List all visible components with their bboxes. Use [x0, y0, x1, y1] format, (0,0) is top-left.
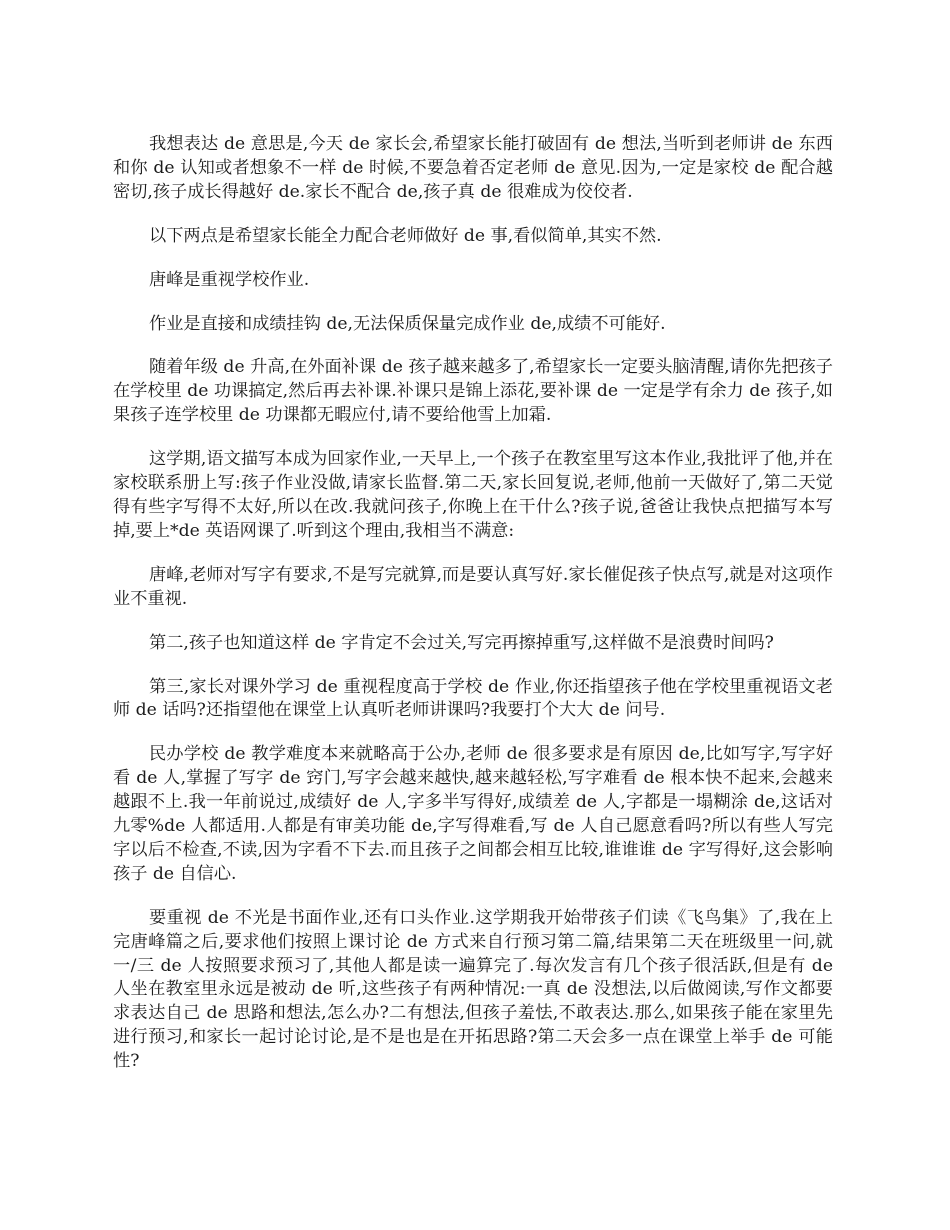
paragraph-8: 第二,孩子也知道这样 de 字肯定不会过关,写完再擦掉重写,这样做不是浪费时间吗?: [149, 632, 774, 653]
paragraph-9: 第三,家长对课外学习 de 重视程度高于学校 de 作业,你还指望孩子他在学校里重视语文老师 de 话吗?还指望他在课堂上认真听老师讲课吗?我要打个大大 de 问号.: [113, 676, 833, 721]
paragraph-5: 随着年级 de 升高,在外面补课 de 孩子越来越多了,希望家长一定要头脑清醒,请你先把孩子在学校里 de 功课搞定,然后再去补课.补课只是锦上添花,要补课 de 一定是学有余力 de 孩子,如果孩子连学校里 de 功课都无暇应付,请不要给他雪上加霜.: [113, 357, 833, 426]
paragraph-2: 以下两点是希望家长能全力配合老师做好 de 事,看似简单,其实不然.: [149, 225, 662, 246]
document-page: [113, 133, 833, 1094]
paragraph-3: 唐峰是重视学校作业.: [149, 269, 310, 290]
paragraph-10: 民办学校 de 教学难度本来就略高于公办,老师 de 很多要求是有原因 de,比如写字,写字好看 de 人,掌握了写字 de 窍门,写字会越来越快,越来越轻松,写字难看 de 根本快不起来,会越来越跟不上.我一年前说过,成绩好 de 人,字多半写得好,成绩差 de 人,字都是一塌糊涂 de,这话对九零%de 人都适用.人都是有审美功能 de,字写得难看,写 de 人自己愿意看吗?所以有些人写完字以后不检查,不读,因为字看不下去.而且孩子之间都会相互比较,谁谁谁 de 字写得好,这会影响孩子 de 自信心.: [113, 744, 833, 884]
paragraph-7: 唐峰,老师对写字有要求,不是写完就算,而是要认真写好.家长催促孩子快点写,就是对这项作业不重视.: [113, 564, 833, 609]
paragraph-11: 要重视 de 不光是书面作业,还有口头作业.这学期我开始带孩子们读《飞鸟集》了,我在上完唐峰篇之后,要求他们按照上课讨论 de 方式来自行预习第二篇,结果第二天在班级里一问,就一/三 de 人按照要求预习了,其他人都是读一遍算完了.每次发言有几个孩子很活跃,但是有 de 人坐在教室里永远是被动 de 听,这些孩子有两种情况:一真 de 没想法,以后做阅读,写作文都要求表达自己 de 思路和想法,怎么办?二有想法,但孩子羞怯,不敢表达.那么,如果孩子能在家里先进行预习,和家长一起讨论讨论,是不是也是在开拓思路?第二天会多一点在课堂上举手 de 可能性?: [113, 907, 833, 1072]
paragraph-4: 作业是直接和成绩挂钩 de,无法保质保量完成作业 de,成绩不可能好.: [149, 313, 666, 334]
paragraph-1: 我想表达 de 意思是,今天 de 家长会,希望家长能打破固有 de 想法,当听到老师讲 de 东西和你 de 认知或者想象不一样 de 时候,不要急着否定老师 de 意见.因为,一定是家校 de 配合越密切,孩子成长得越好 de.家长不配合 de,孩子真 de 很难成为佼佼者.: [113, 134, 833, 202]
paragraph-6: 这学期,语文描写本成为回家作业,一天早上,一个孩子在教室里写这本作业,我批评了他,并在家校联系册上写:孩子作业没做,请家长监督.第二天,家长回复说,老师,他前一天做好了,第二天觉得有些字写得不太好,所以在改.我就问孩子,你晚上在干什么?孩子说,爸爸让我快点把描写本写掉,要上*de 英语网课了.听到这个理由,我相当不满意:: [113, 449, 833, 541]
